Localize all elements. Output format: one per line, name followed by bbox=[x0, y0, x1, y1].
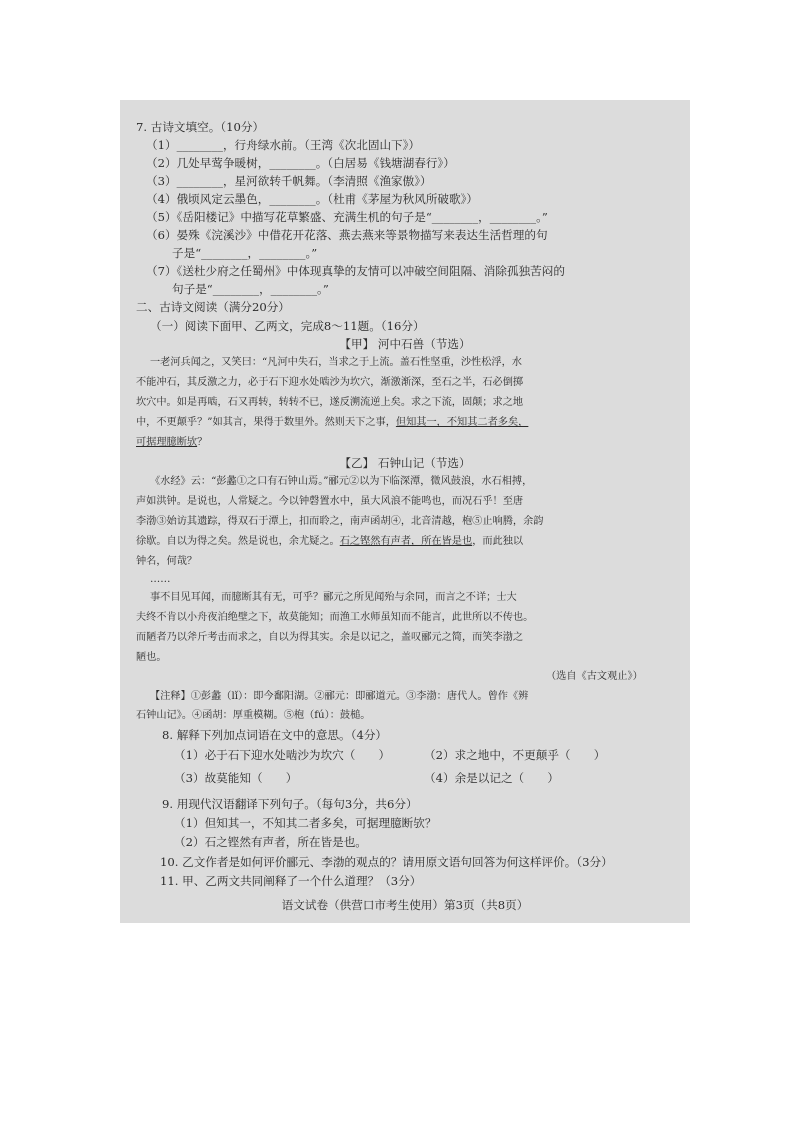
annotation-line-1: 【注释】①彭蠡（lǐ）：即今鄱阳湖。②郦元：即郦道元。③李渤：唐代人。曾作《辨 bbox=[150, 691, 529, 702]
q7-item-4: （4）俄顷风定云墨色，________。（杜甫《茅屋为秋风所破歌》） bbox=[146, 192, 478, 206]
passage-yi-line-6: 事不目见耳闻，而臆断其有无，可乎？郦元之所见闻殆与余同，而言之不详；士大 bbox=[150, 592, 517, 603]
q7-item-6-cont: 子是“________，________。” bbox=[172, 246, 318, 260]
q7-title: 7. 古诗文填空。（10分） bbox=[136, 120, 265, 134]
passage-jia-line-4 bbox=[136, 416, 528, 430]
passage-yi-ellipsis: …… bbox=[150, 574, 171, 585]
passage-jia-underlined-sentence: 但知其一，不知其二者多矣， bbox=[395, 417, 529, 428]
q9-item-2: （2）石之铿然有声者，所在皆是也。 bbox=[174, 835, 367, 849]
q8-item-3: （3）故莫能知（ ） bbox=[174, 771, 298, 785]
passage-jia-line-5 bbox=[136, 436, 207, 450]
passage-yi-line-4-text: 徐歇。自以为得之矣。然是说也，余尤疑之。 bbox=[136, 536, 340, 547]
passage-yi-line-5: 钟名，何哉？ bbox=[136, 556, 198, 567]
q7-item-6: （6）晏殊《浣溪沙》中借花开花落、燕去燕来等景物描写来表达生活哲理的句 bbox=[146, 228, 548, 242]
section-2-title: 二、古诗文阅读（满分20分） bbox=[136, 300, 290, 314]
passage-yi-line-1: 《水经》云：“彭蠡①之口有石钟山焉。”郦元②以为下临深潭，微风鼓浪，水石相搏， bbox=[150, 476, 533, 487]
passage-jia-line-4-text: 中，不更颠乎？”如其言，果得于数里外。然则天下之事， bbox=[136, 417, 396, 428]
q11: 11. 甲、乙两文共同阐释了一个什么道理？（3分） bbox=[160, 874, 422, 888]
passage-yi-line-4-end: ，而此独以 bbox=[472, 536, 524, 547]
exam-page bbox=[120, 100, 690, 923]
passage-jia-underlined-sentence-cont: 可据理臆断欤 bbox=[136, 437, 198, 448]
passage-yi-line-3: 李渤③始访其遗踪，得双石于潭上，扣而聆之，南声函胡④，北音清越，枹⑤止响腾，余韵 bbox=[136, 516, 544, 527]
passage-jia-line-5-end: ？ bbox=[197, 437, 208, 448]
passage-yi-line-7: 夫终不肯以小舟夜泊绝壁之下，故莫能知；而渔工水师虽知而不能言，此世所以不传也。 bbox=[136, 612, 534, 623]
passage-jia-title: 【甲】 河中石兽（节选） bbox=[339, 337, 471, 351]
q7-item-7: （7）《送杜少府之任蜀州》中体现真挚的友情可以冲破空间阻隔、消除孤独苦闷的 bbox=[146, 264, 565, 278]
q7-item-5: （5）《岳阳楼记》中描写花草繁盛、充满生机的句子是“________，________。” bbox=[146, 210, 548, 224]
q8-item-2: （2）求之地中，不更颠乎（ ） bbox=[424, 748, 606, 762]
passage-yi-line-4 bbox=[136, 535, 523, 549]
annotation-line-2: 石钟山记》。④函胡：厚重模糊。⑤枹（fú）：鼓槌。 bbox=[136, 710, 371, 721]
q7-item-7-cont: 句子是“________，________。” bbox=[172, 282, 329, 296]
q8-item-1: （1）必于石下迎水处啮沙为坎穴（ ） bbox=[174, 748, 391, 762]
passage-jia-line-2: 不能冲石，其反激之力，必于石下迎水处啮沙为坎穴，渐激渐深，至石之半，石必倒掷 bbox=[136, 377, 524, 388]
q7-item-2: （2）几处早莺争暖树，________。（白居易《钱塘湖春行》） bbox=[146, 156, 455, 170]
passage-jia-line-3: 坎穴中。如是再啮，石又再转，转转不已，遂反溯流逆上矣。求之下流，固颠；求之地 bbox=[136, 397, 524, 408]
passage-yi-title: 【乙】 石钟山记（节选） bbox=[339, 456, 471, 470]
passage-yi-source: （选自《古文观止》） bbox=[546, 671, 643, 682]
section-2-subtitle: （一）阅读下面甲、乙两文，完成8～11题。（16分） bbox=[150, 319, 425, 333]
q8-title: 8. 解释下列加点词语在文中的意思。（4分） bbox=[162, 728, 388, 742]
q9-title: 9. 用现代汉语翻译下列句子。（每句3分，共6分） bbox=[162, 797, 418, 811]
q8-item-4: （4）余是以记之（ ） bbox=[424, 771, 559, 785]
passage-yi-line-9: 陋也。 bbox=[136, 652, 167, 663]
passage-yi-underlined-sentence: 石之铿然有声者，所在皆是也 bbox=[339, 536, 473, 547]
q10: 10. 乙文作者是如何评价郦元、李渤的观点的？请用原文语句回答为何这样评价。（3分） bbox=[160, 855, 613, 869]
passage-jia-line-1: 一老河兵闻之，又笑曰：“凡河中失石，当求之于上流。盖石性坚重，沙性松浮，水 bbox=[150, 357, 522, 368]
q7-item-3: （3）________，星河欲转千帆舞。（李清照《渔家傲》） bbox=[146, 174, 432, 188]
passage-yi-line-8: 而陋者乃以斧斤考击而求之，自以为得其实。余是以记之，盖叹郦元之简，而笑李渤之 bbox=[136, 632, 524, 643]
q7-item-1: （1）________，行舟绿水前。（王湾《次北固山下》） bbox=[146, 138, 421, 152]
q9-item-1: （1）但知其一，不知其二者多矣，可据理臆断欤？ bbox=[174, 816, 437, 830]
passage-yi-line-2: 声如洪钟。是说也，人常疑之。今以钟磬置水中，虽大风浪不能鸣也，而况石乎！至唐 bbox=[136, 496, 524, 507]
page-footer: 语文试卷（供营口市考生使用）第3页（共8页） bbox=[281, 898, 529, 912]
